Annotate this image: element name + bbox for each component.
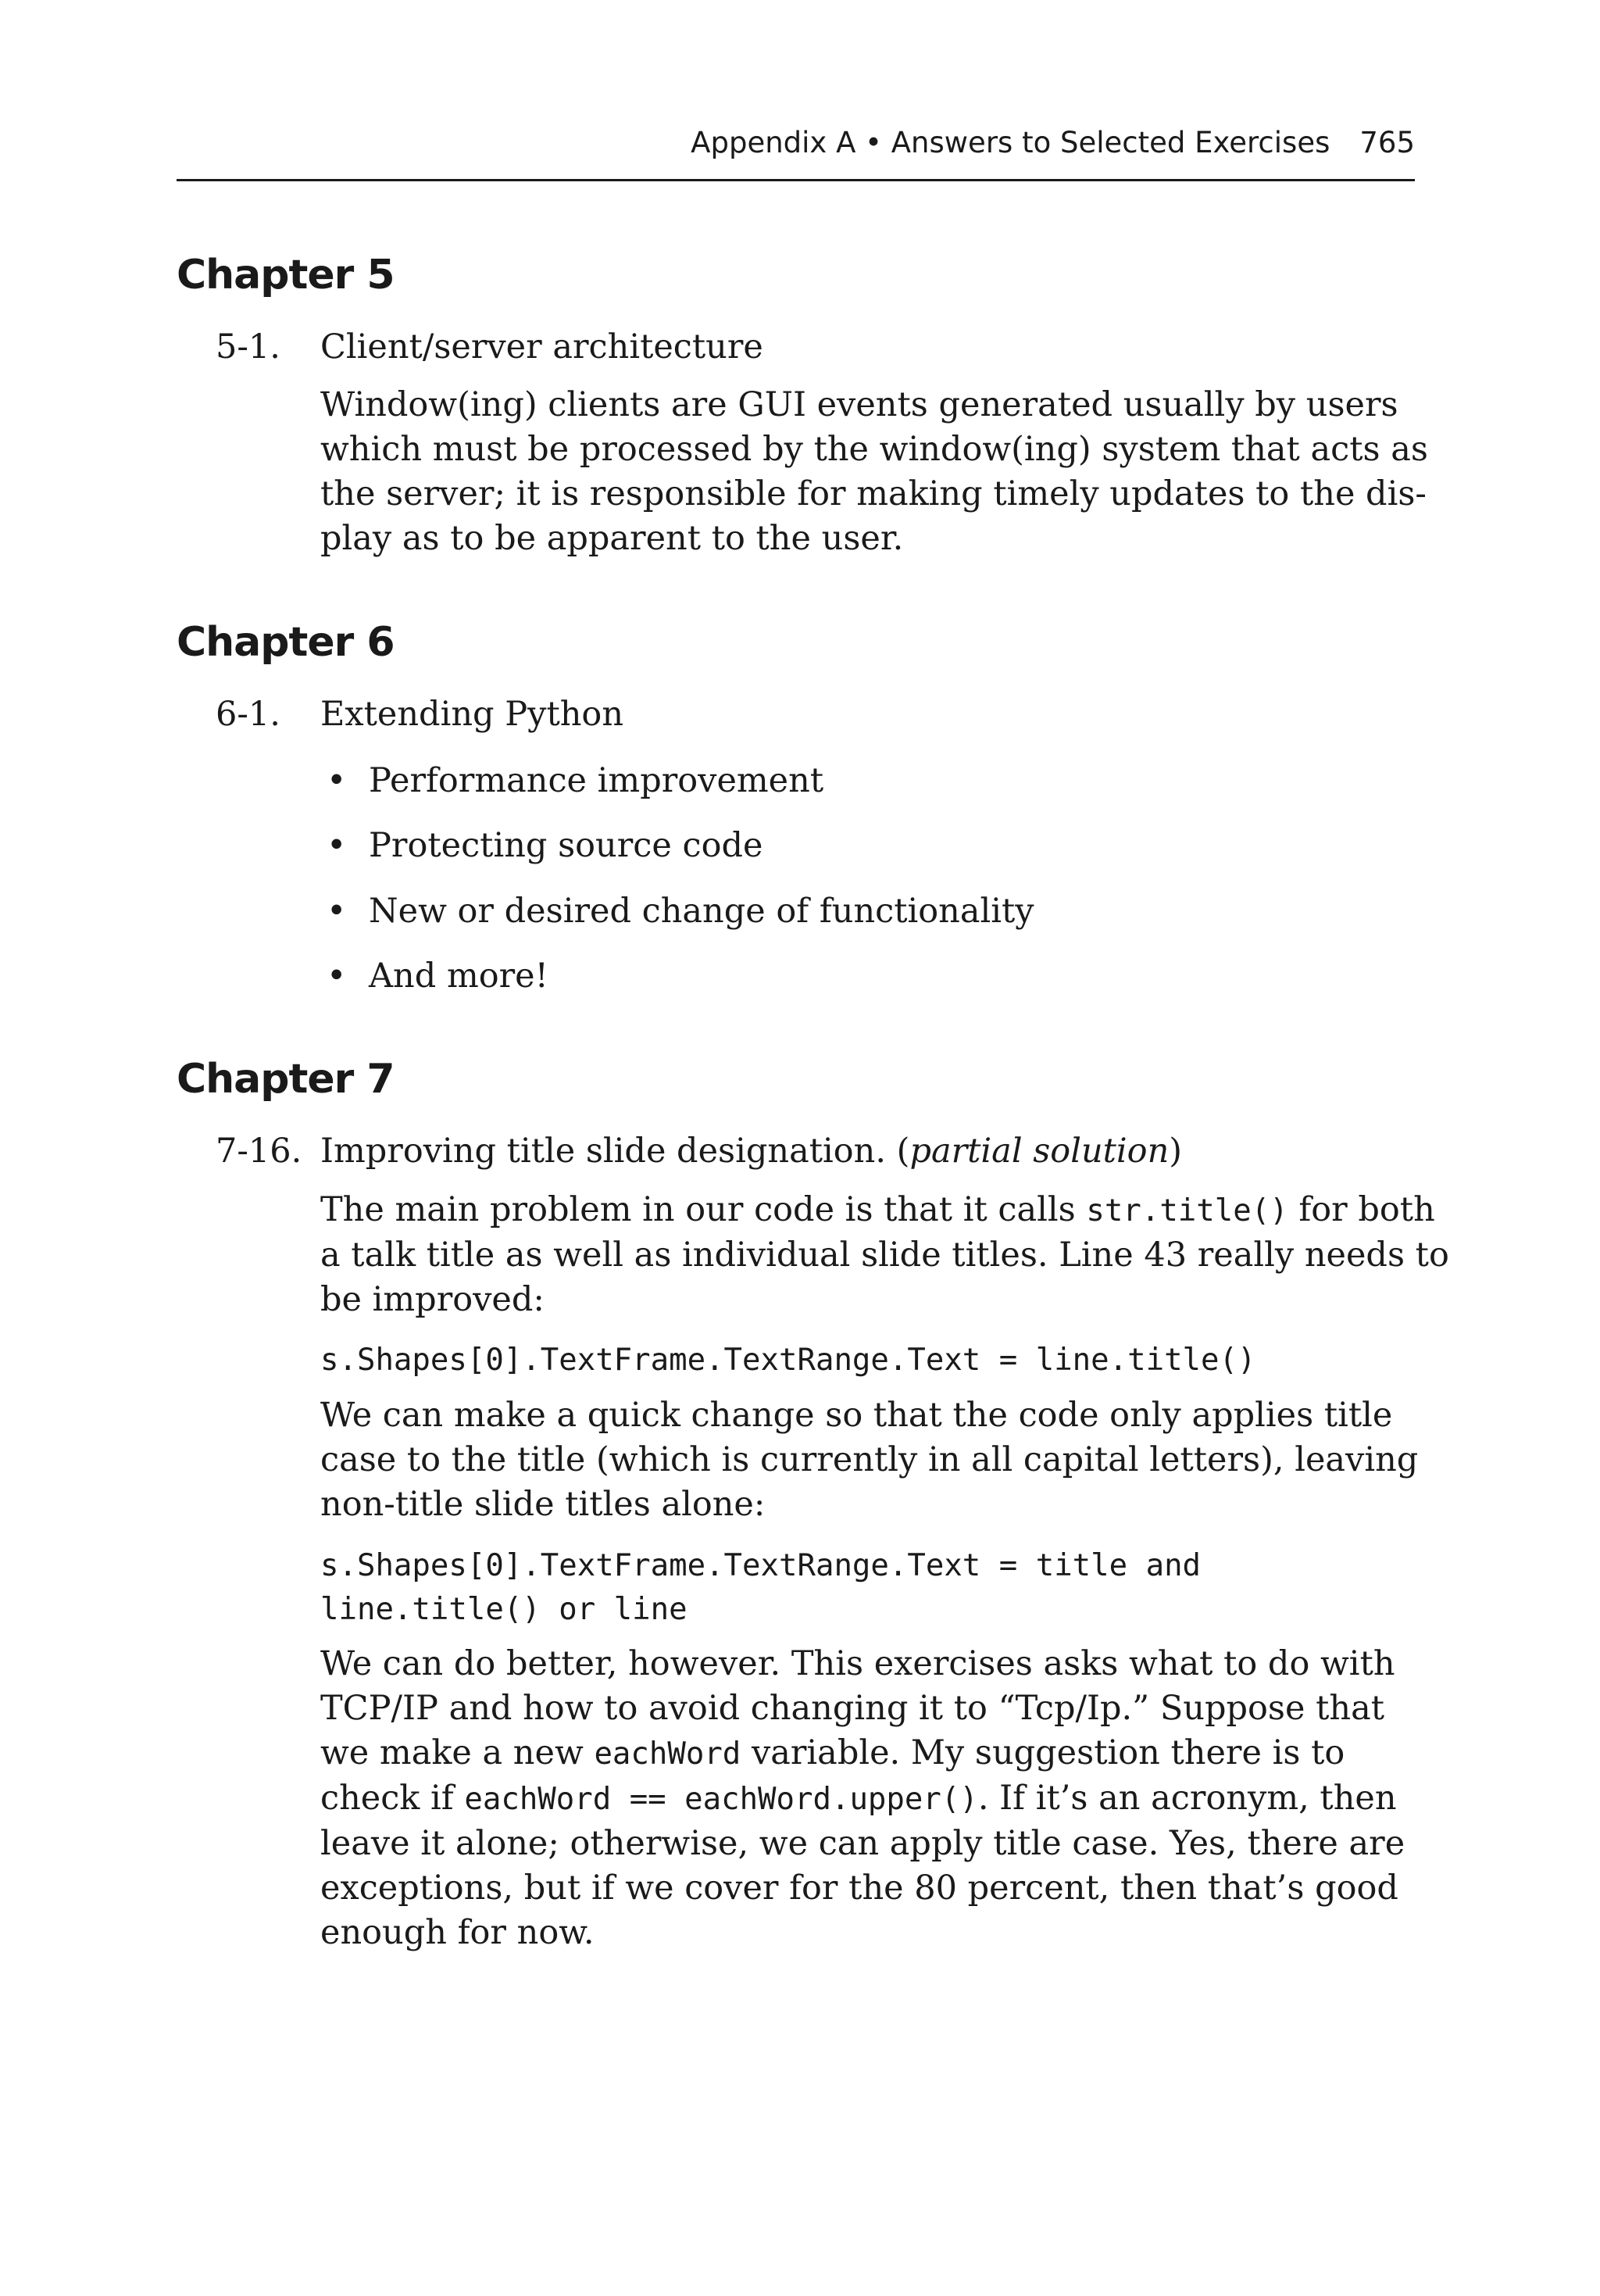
bullet-marker: • <box>327 957 347 996</box>
paragraph-1 <box>320 1188 1449 1322</box>
title-italic: partial solution <box>909 1132 1170 1171</box>
exercise-6-1-title: Extending Python <box>320 695 624 734</box>
text-run: for both <box>1288 1190 1435 1229</box>
text-line: leave it alone; otherwise, we can apply title case. Yes, there are <box>320 1824 1405 1863</box>
exercise-6-1-number: 6-1. <box>216 695 280 734</box>
running-head <box>177 117 1415 181</box>
code-block-1 <box>320 1339 1255 1382</box>
code-line: s.Shapes[0].TextFrame.TextRange.Text = title and <box>320 1548 1202 1583</box>
list-item: Protecting source code <box>369 826 763 865</box>
text-line: TCP/IP and how to avoid changing it to “Tcp/Ip.” Suppose that <box>320 1689 1384 1728</box>
bullet-marker: • <box>327 892 347 931</box>
text-line <box>320 1188 1435 1233</box>
list-item: New or desired change of functionality <box>369 892 1034 931</box>
text-line: non-title slide titles alone: <box>320 1485 766 1524</box>
text-line: We can do better, however. This exercises asks what to do with <box>320 1644 1395 1683</box>
exercise-5-1-title: Client/server architecture <box>320 327 763 367</box>
text-run: The main problem in our code is that it calls <box>320 1190 1087 1229</box>
exercise-7-16-title <box>320 1128 1182 1175</box>
code-block-2 <box>320 1544 1201 1632</box>
bullet-marker: • <box>327 826 347 865</box>
paragraph-3 <box>320 1642 1414 1955</box>
exercise-5-1-answer <box>320 383 1428 561</box>
text-line: enough for now. <box>320 1913 595 1952</box>
text-line: Window(ing) clients are GUI events generated usually by users <box>320 385 1398 424</box>
text-run: . If it’s an acronym, then <box>977 1779 1397 1818</box>
bullet-marker: • <box>327 761 347 800</box>
text-line: a talk title as well as individual slide titles. Line 43 really needs to <box>320 1236 1449 1275</box>
text-line: We can make a quick change so that the code only applies title <box>320 1396 1393 1435</box>
code-line: line.title() or line <box>320 1592 688 1627</box>
text-run: variable. My suggestion there is to <box>741 1733 1345 1772</box>
text-line <box>320 1731 1414 1776</box>
text-line: exceptions, but if we cover for the 80 percent, then that’s good <box>320 1869 1398 1908</box>
page-number: 765 <box>1359 126 1415 159</box>
text-line: case to the title (which is currently in all capital letters), leaving <box>320 1440 1419 1479</box>
inline-code: str.title() <box>1086 1193 1288 1228</box>
paragraph-2 <box>320 1393 1419 1527</box>
chapter-5-heading: Chapter 5 <box>177 252 395 299</box>
list-item: And more! <box>369 957 548 996</box>
exercise-5-1-number: 5-1. <box>216 327 280 367</box>
title-end: ) <box>1169 1132 1183 1171</box>
chapter-7-heading: Chapter 7 <box>177 1056 395 1103</box>
code-line: s.Shapes[0].TextFrame.TextRange.Text = line.title() <box>320 1343 1256 1378</box>
text-line <box>320 1776 1414 1822</box>
chapter-6-heading: Chapter 6 <box>177 619 395 666</box>
exercise-7-16-number: 7-16. <box>216 1132 302 1171</box>
text-line: play as to be apparent to the user. <box>320 519 904 558</box>
text-run: check if <box>320 1779 465 1818</box>
inline-code: eachWord <box>594 1736 741 1772</box>
text-line: which must be processed by the window(ing) system that acts as <box>320 430 1428 469</box>
inline-code: eachWord == eachWord.upper() <box>464 1782 978 1817</box>
text-run: we make a new <box>320 1733 595 1772</box>
running-title: Appendix A • Answers to Selected Exercises <box>691 126 1330 159</box>
list-item: Performance improvement <box>369 761 824 800</box>
text-line: be improved: <box>320 1280 545 1319</box>
title-text: Improving title slide designation. ( <box>320 1132 910 1171</box>
text-line: the server; it is responsible for making timely updates to the dis- <box>320 474 1427 513</box>
